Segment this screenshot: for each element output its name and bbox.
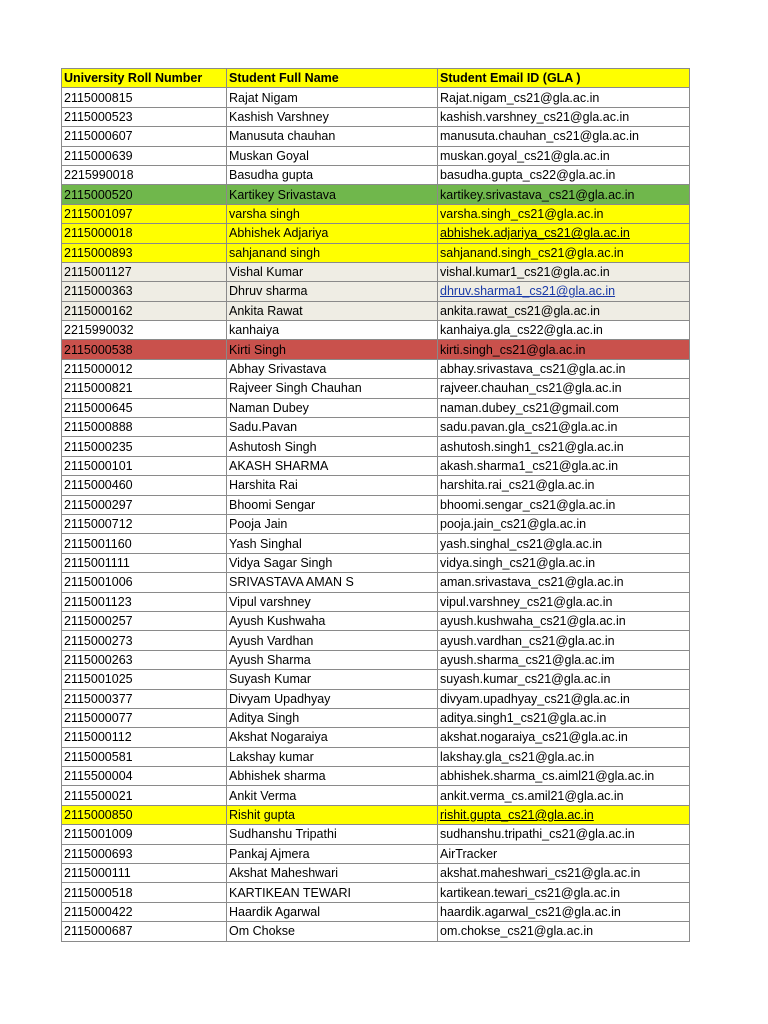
email-cell: manusuta.chauhan_cs21@gla.ac.in: [438, 127, 690, 146]
roll-number-cell: 2215990032: [62, 321, 227, 340]
email-cell: suyash.kumar_cs21@gla.ac.in: [438, 670, 690, 689]
email-cell: sadu.pavan.gla_cs21@gla.ac.in: [438, 418, 690, 437]
roll-number-cell: 2115500021: [62, 786, 227, 805]
roll-number-cell: 2115000012: [62, 359, 227, 378]
roll-number-cell: 2115000460: [62, 476, 227, 495]
table-row: [62, 495, 690, 514]
email-cell: akshat.maheshwari_cs21@gla.ac.in: [438, 864, 690, 883]
table-row: [62, 398, 690, 417]
email-cell: ayush.vardhan_cs21@gla.ac.in: [438, 631, 690, 650]
student-name-cell: Abhishek sharma: [227, 767, 438, 786]
student-name-cell: Sadu.Pavan: [227, 418, 438, 437]
email-cell: vipul.varshney_cs21@gla.ac.in: [438, 592, 690, 611]
email-cell: aman.srivastava_cs21@gla.ac.in: [438, 573, 690, 592]
table-row: [62, 185, 690, 204]
table-row: [62, 340, 690, 359]
email-cell: muskan.goyal_cs21@gla.ac.in: [438, 146, 690, 165]
roll-number-cell: 2115000693: [62, 844, 227, 863]
roll-number-cell: 2115001111: [62, 553, 227, 572]
student-name-cell: Ankit Verma: [227, 786, 438, 805]
student-name-cell: Ayush Vardhan: [227, 631, 438, 650]
email-cell: abhishek.sharma_cs.aiml21@gla.ac.in: [438, 767, 690, 786]
table-row: [62, 204, 690, 223]
table-row: [62, 631, 690, 650]
table-row: [62, 747, 690, 766]
header-student-name: Student Full Name: [227, 69, 438, 88]
student-name-cell: Ayush Sharma: [227, 650, 438, 669]
email-cell: om.chokse_cs21@gla.ac.in: [438, 922, 690, 941]
email-cell: rishit.gupta_cs21@gla.ac.in: [438, 805, 690, 824]
student-name-cell: Kartikey Srivastava: [227, 185, 438, 204]
email-cell: Rajat.nigam_cs21@gla.ac.in: [438, 88, 690, 107]
email-cell: kashish.varshney_cs21@gla.ac.in: [438, 107, 690, 126]
email-cell: vishal.kumar1_cs21@gla.ac.in: [438, 262, 690, 281]
student-name-cell: Abhay Srivastava: [227, 359, 438, 378]
roll-number-cell: 2115000538: [62, 340, 227, 359]
roll-number-cell: 2115001025: [62, 670, 227, 689]
table-row: [62, 127, 690, 146]
roll-number-cell: 2115000523: [62, 107, 227, 126]
email-cell: ayush.sharma_cs21@gla.ac.im: [438, 650, 690, 669]
student-name-cell: Akshat Maheshwari: [227, 864, 438, 883]
table-row: [62, 553, 690, 572]
roll-number-cell: 2115000263: [62, 650, 227, 669]
email-cell: sahjanand.singh_cs21@gla.ac.in: [438, 243, 690, 262]
student-name-cell: Kirti Singh: [227, 340, 438, 359]
table-row: [62, 573, 690, 592]
student-name-cell: Rajat Nigam: [227, 88, 438, 107]
email-cell: AirTracker: [438, 844, 690, 863]
table-body: [62, 88, 690, 941]
roll-number-cell: 2115000363: [62, 282, 227, 301]
roll-number-cell: 2115000850: [62, 805, 227, 824]
roll-number-cell: 2115000639: [62, 146, 227, 165]
roll-number-cell: 2115001006: [62, 573, 227, 592]
table-row: [62, 243, 690, 262]
roll-number-cell: 2215990018: [62, 165, 227, 184]
student-name-cell: Aditya Singh: [227, 708, 438, 727]
roll-number-cell: 2115001097: [62, 204, 227, 223]
student-name-cell: Harshita Rai: [227, 476, 438, 495]
table-row: [62, 107, 690, 126]
student-name-cell: Kashish Varshney: [227, 107, 438, 126]
student-name-cell: Dhruv sharma: [227, 282, 438, 301]
table-row: [62, 728, 690, 747]
roll-number-cell: 2115000273: [62, 631, 227, 650]
table-row: [62, 883, 690, 902]
email-cell: vidya.singh_cs21@gla.ac.in: [438, 553, 690, 572]
table-row: [62, 805, 690, 824]
roll-number-cell: 2115000422: [62, 902, 227, 921]
roll-number-cell: 2115000815: [62, 88, 227, 107]
student-name-cell: Sudhanshu Tripathi: [227, 825, 438, 844]
email-cell: akshat.nogaraiya_cs21@gla.ac.in: [438, 728, 690, 747]
table-row: [62, 359, 690, 378]
student-name-cell: Lakshay kumar: [227, 747, 438, 766]
student-name-cell: Haardik Agarwal: [227, 902, 438, 921]
email-cell: varsha.singh_cs21@gla.ac.in: [438, 204, 690, 223]
roll-number-cell: 2115000888: [62, 418, 227, 437]
roll-number-cell: 2115000162: [62, 301, 227, 320]
email-cell: kartikean.tewari_cs21@gla.ac.in: [438, 883, 690, 902]
table-row: [62, 456, 690, 475]
student-table: [61, 68, 690, 942]
table-row: [62, 825, 690, 844]
roll-number-cell: 2115000893: [62, 243, 227, 262]
table-row: [62, 88, 690, 107]
email-cell: basudha.gupta_cs22@gla.ac.in: [438, 165, 690, 184]
roll-number-cell: 2115000377: [62, 689, 227, 708]
table-row: [62, 534, 690, 553]
roll-number-cell: 2115000112: [62, 728, 227, 747]
roll-number-cell: 2115000518: [62, 883, 227, 902]
student-name-cell: Akshat Nogaraiya: [227, 728, 438, 747]
student-name-cell: Vipul varshney: [227, 592, 438, 611]
email-cell: haardik.agarwal_cs21@gla.ac.in: [438, 902, 690, 921]
table-row: [62, 786, 690, 805]
table-row: [62, 611, 690, 630]
table-row: [62, 650, 690, 669]
student-name-cell: Yash Singhal: [227, 534, 438, 553]
email-cell: harshita.rai_cs21@gla.ac.in: [438, 476, 690, 495]
student-name-cell: Rajveer Singh Chauhan: [227, 379, 438, 398]
table-row: [62, 767, 690, 786]
email-cell: pooja.jain_cs21@gla.ac.in: [438, 514, 690, 533]
table-row: [62, 437, 690, 456]
table-row: [62, 592, 690, 611]
email-cell: abhay.srivastava_cs21@gla.ac.in: [438, 359, 690, 378]
roll-number-cell: 2115000687: [62, 922, 227, 941]
student-name-cell: Vidya Sagar Singh: [227, 553, 438, 572]
email-cell: ashutosh.singh1_cs21@gla.ac.in: [438, 437, 690, 456]
email-cell: sudhanshu.tripathi_cs21@gla.ac.in: [438, 825, 690, 844]
student-name-cell: Pooja Jain: [227, 514, 438, 533]
roll-number-cell: 2115000607: [62, 127, 227, 146]
email-cell: kirti.singh_cs21@gla.ac.in: [438, 340, 690, 359]
roll-number-cell: 2115000821: [62, 379, 227, 398]
table-row: [62, 224, 690, 243]
roll-number-cell: 2115000297: [62, 495, 227, 514]
roll-number-cell: 2115001127: [62, 262, 227, 281]
table-row: [62, 282, 690, 301]
roll-number-cell: 2115000101: [62, 456, 227, 475]
email-cell: kanhaiya.gla_cs22@gla.ac.in: [438, 321, 690, 340]
roll-number-cell: 2115000581: [62, 747, 227, 766]
student-name-cell: Abhishek Adjariya: [227, 224, 438, 243]
table-row: [62, 165, 690, 184]
table-row: [62, 262, 690, 281]
email-cell: lakshay.gla_cs21@gla.ac.in: [438, 747, 690, 766]
email-cell: naman.dubey_cs21@gmail.com: [438, 398, 690, 417]
table-row: [62, 689, 690, 708]
table-row: [62, 902, 690, 921]
student-name-cell: Suyash Kumar: [227, 670, 438, 689]
student-name-cell: Ayush Kushwaha: [227, 611, 438, 630]
student-name-cell: Ankita Rawat: [227, 301, 438, 320]
roll-number-cell: 2115000077: [62, 708, 227, 727]
table-row: [62, 844, 690, 863]
header-row: [62, 69, 690, 88]
student-name-cell: KARTIKEAN TEWARI: [227, 883, 438, 902]
roll-number-cell: 2115000645: [62, 398, 227, 417]
email-cell[interactable]: dhruv.sharma1_cs21@gla.ac.in: [438, 282, 690, 301]
email-cell: aditya.singh1_cs21@gla.ac.in: [438, 708, 690, 727]
table-row: [62, 864, 690, 883]
email-cell: bhoomi.sengar_cs21@gla.ac.in: [438, 495, 690, 514]
roll-number-cell: 2115000111: [62, 864, 227, 883]
student-name-cell: Bhoomi Sengar: [227, 495, 438, 514]
roll-number-cell: 2115000257: [62, 611, 227, 630]
roll-number-cell: 2115000235: [62, 437, 227, 456]
table-row: [62, 670, 690, 689]
student-name-cell: Divyam Upadhyay: [227, 689, 438, 708]
student-name-cell: AKASH SHARMA: [227, 456, 438, 475]
student-name-cell: Manusuta chauhan: [227, 127, 438, 146]
student-name-cell: Om Chokse: [227, 922, 438, 941]
roll-number-cell: 2115000018: [62, 224, 227, 243]
email-cell: rajveer.chauhan_cs21@gla.ac.in: [438, 379, 690, 398]
student-name-cell: kanhaiya: [227, 321, 438, 340]
email-cell: abhishek.adjariya_cs21@gla.ac.in: [438, 224, 690, 243]
roll-number-cell: 2115001160: [62, 534, 227, 553]
table-row: [62, 418, 690, 437]
table-row: [62, 922, 690, 941]
student-name-cell: Muskan Goyal: [227, 146, 438, 165]
student-name-cell: Pankaj Ajmera: [227, 844, 438, 863]
student-name-cell: Naman Dubey: [227, 398, 438, 417]
table-row: [62, 708, 690, 727]
table-row: [62, 476, 690, 495]
email-cell: kartikey.srivastava_cs21@gla.ac.in: [438, 185, 690, 204]
roll-number-cell: 2115000520: [62, 185, 227, 204]
email-cell: akash.sharma1_cs21@gla.ac.in: [438, 456, 690, 475]
student-name-cell: Vishal Kumar: [227, 262, 438, 281]
table-row: [62, 514, 690, 533]
roll-number-cell: 2115500004: [62, 767, 227, 786]
student-name-cell: varsha singh: [227, 204, 438, 223]
table-row: [62, 379, 690, 398]
student-name-cell: Rishit gupta: [227, 805, 438, 824]
table-row: [62, 301, 690, 320]
student-name-cell: sahjanand singh: [227, 243, 438, 262]
header-roll-number: University Roll Number: [62, 69, 227, 88]
email-cell: ankita.rawat_cs21@gla.ac.in: [438, 301, 690, 320]
roll-number-cell: 2115000712: [62, 514, 227, 533]
table-row: [62, 321, 690, 340]
roll-number-cell: 2115001009: [62, 825, 227, 844]
email-cell: ankit.verma_cs.amil21@gla.ac.in: [438, 786, 690, 805]
roll-number-cell: 2115001123: [62, 592, 227, 611]
email-cell: yash.singhal_cs21@gla.ac.in: [438, 534, 690, 553]
header-student-email: Student Email ID (GLA ): [438, 69, 690, 88]
table-row: [62, 146, 690, 165]
student-name-cell: SRIVASTAVA AMAN S: [227, 573, 438, 592]
email-cell: divyam.upadhyay_cs21@gla.ac.in: [438, 689, 690, 708]
student-name-cell: Basudha gupta: [227, 165, 438, 184]
email-cell: ayush.kushwaha_cs21@gla.ac.in: [438, 611, 690, 630]
student-name-cell: Ashutosh Singh: [227, 437, 438, 456]
